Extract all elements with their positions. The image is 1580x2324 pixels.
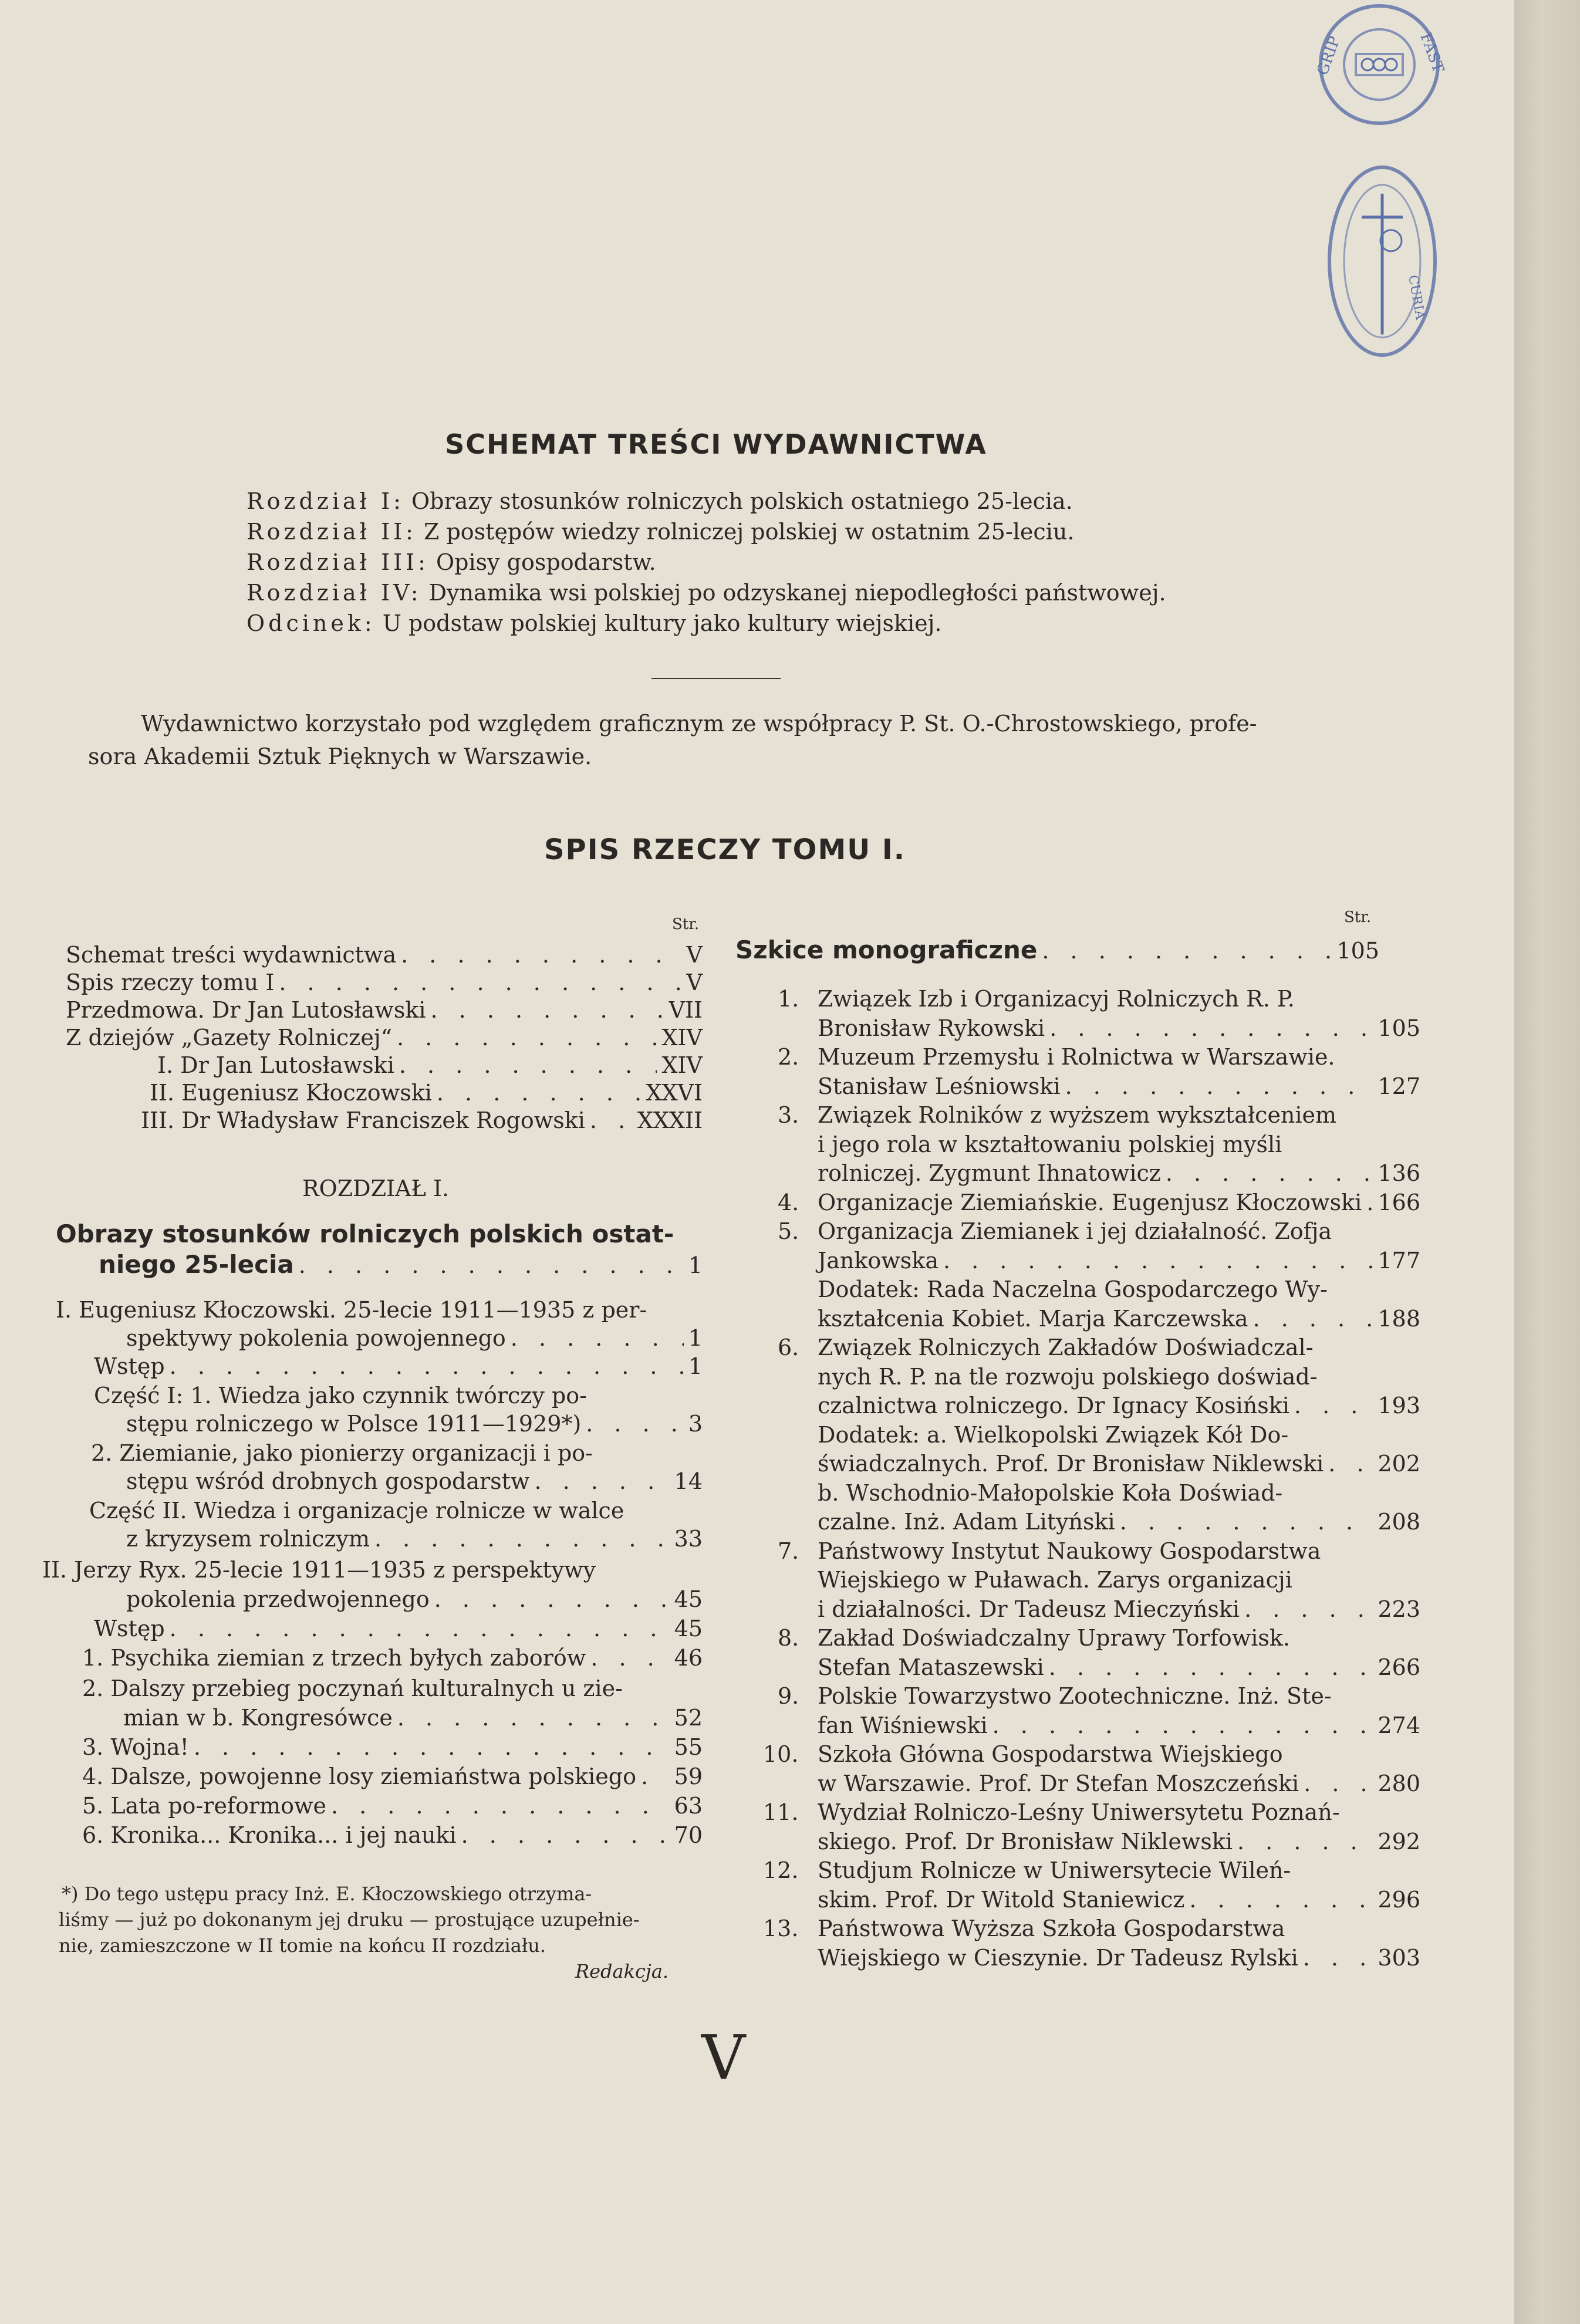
toc-entry: Stanisław Leśniowski . . . 127 xyxy=(818,1073,1420,1099)
svg-text:GRIP: GRIP xyxy=(1314,34,1344,78)
toc-line: I. Eugeniusz Kłoczowski. 25-lecie 1911—1935 z per- xyxy=(56,1297,647,1323)
page-edge xyxy=(1514,0,1580,2324)
toc-line: i jego rola w kształtowaniu polskiej myśli xyxy=(818,1131,1282,1157)
toc-entry: spektywy pokolenia powojennego . . . 1 xyxy=(126,1325,703,1351)
toc-entry: III. Dr Władysław Franciszek Rogowski . . . XXXII xyxy=(141,1107,703,1133)
toc-entry: Przedmowa. Dr Jan Lutosławski . . . VII xyxy=(66,997,703,1023)
list-item-number: 7. xyxy=(778,1538,799,1564)
toc-title: SPIS RZECZY TOMU I. xyxy=(543,833,906,866)
str-label-left: Str. xyxy=(672,916,700,933)
toc-line: Polskie Towarzystwo Zootechniczne. Inż. Ste- xyxy=(818,1683,1332,1709)
chapter-label: ROZDZIAŁ I. xyxy=(302,1175,450,1201)
scheme-row: Rozdział I: Obrazy stosunków rolniczych polskich ostatniego 25-lecia. xyxy=(247,488,1073,514)
toc-line: 2. Dalszy przebieg poczynań kulturalnych u zie- xyxy=(82,1676,623,1701)
list-item-number: 13. xyxy=(763,1916,799,1941)
toc-entry: fan Wiśniewski . . . 274 xyxy=(818,1712,1420,1738)
toc-line: Dodatek: a. Wielkopolski Związek Kół Do- xyxy=(818,1422,1289,1448)
list-item-number: 10. xyxy=(763,1741,799,1767)
toc-line: Wydział Rolniczo-Leśny Uniwersytetu Poznań- xyxy=(818,1799,1340,1825)
toc-line: Zakład Doświadczalny Uprawy Torfowisk. xyxy=(818,1625,1291,1651)
toc-entry: Wiejskiego w Cieszynie. Dr Tadeusz Rylski . . . 303 xyxy=(818,1945,1420,1971)
svg-text:CURIA: CURIA xyxy=(1405,273,1428,321)
page-number: V xyxy=(701,2022,746,2093)
toc-line: Związek Rolniczych Zakładów Doświadczal- xyxy=(818,1335,1314,1360)
toc-line: Organizacja Ziemianek i jej działalność. Zofja xyxy=(818,1218,1332,1244)
toc-line: Muzeum Przemysłu i Rolnictwa w Warszawie. xyxy=(818,1044,1335,1070)
library-stamp-oval xyxy=(1321,158,1444,370)
footnote: *) Do tego ustępu pracy Inż. E. Kłoczowskiego otrzyma- liśmy — już po dokonanym jej druku — prostujące uzupełnie- nie, zamieszczone w II tomie na końcu II rozdziału. Redakcja. xyxy=(59,1883,669,1982)
divider xyxy=(651,678,781,679)
toc-entry: Organizacje Ziemiańskie. Eugenjusz Kłoczowski . . . 166 xyxy=(818,1190,1420,1215)
toc-entry: w Warszawie. Prof. Dr Stefan Moszczeński . . . 280 xyxy=(818,1771,1420,1796)
toc-entry: skiego. Prof. Dr Bronisław Niklewski . . . 292 xyxy=(818,1829,1420,1855)
toc-line: Wiejskiego w Puławach. Zarys organizacji xyxy=(818,1567,1292,1593)
toc-entry: Jankowska . . . 177 xyxy=(818,1248,1420,1274)
toc-line: nych R. P. na tle rozwoju polskiego doświad- xyxy=(818,1364,1318,1390)
toc-entry: mian w b. Kongresówce . . . 52 xyxy=(123,1705,703,1731)
toc-entry: kształcenia Kobiet. Marja Karczewska . . . 188 xyxy=(818,1306,1420,1332)
toc-entry: skim. Prof. Dr Witold Staniewicz . . . 296 xyxy=(818,1887,1420,1913)
list-item-number: 2. xyxy=(778,1044,799,1070)
toc-entry: czalnictwa rolniczego. Dr Ignacy Kosiński . . . 193 xyxy=(818,1393,1420,1418)
toc-entry: 1. Psychika ziemian z trzech byłych zaborów . . . 46 xyxy=(82,1645,703,1671)
section-entry: Szkice monograficzne . . . 105 xyxy=(735,935,1379,964)
toc-entry: Wstęp . . . 45 xyxy=(94,1616,703,1641)
toc-entry: Bronisław Rykowski . . . 105 xyxy=(818,1015,1420,1041)
toc-entry: I. Dr Jan Lutosławski . . . XIV xyxy=(157,1052,703,1078)
toc-entry: Spis rzeczy tomu I . . . V xyxy=(66,970,703,995)
toc-entry: 3. Wojna! . . . 55 xyxy=(82,1734,703,1760)
toc-entry: 4. Dalsze, powojenne losy ziemiaństwa polskiego . . . 59 xyxy=(82,1764,703,1789)
toc-entry: Stefan Mataszewski . . . 266 xyxy=(818,1654,1420,1680)
list-item-number: 11. xyxy=(763,1799,799,1825)
toc-entry: Schemat treści wydawnictwa . . . V xyxy=(66,942,703,968)
toc-entry: rolniczej. Zygmunt Ihnatowicz . . . 136 xyxy=(818,1160,1420,1186)
graphic-credit-note: Wydawnictwo korzystało pod względem graficznym ze współpracy P. St. O.-Chrostowskiego, profe- sora Akademii Sztuk Pięknych w Warszawie. xyxy=(88,711,1257,769)
toc-line: II. Jerzy Ryx. 25-lecie 1911—1935 z perspektywy xyxy=(42,1557,596,1583)
list-item-number: 1. xyxy=(778,986,799,1012)
chapter-title-entry: niego 25-lecia . . . 1 xyxy=(99,1250,703,1279)
toc-entry: pokolenia przedwojennego . . . 45 xyxy=(126,1586,703,1612)
toc-line: Studjum Rolnicze w Uniwersytecie Wileń- xyxy=(818,1857,1291,1883)
list-item-number: 8. xyxy=(778,1625,799,1651)
toc-entry: II. Eugeniusz Kłoczowski . . . XXVI xyxy=(150,1080,703,1106)
scheme-row: Rozdział II: Z postępów wiedzy rolniczej polskiej w ostatnim 25-leciu. xyxy=(247,519,1075,545)
toc-line: Państwowa Wyższa Szkoła Gospodarstwa xyxy=(818,1916,1285,1941)
toc-line: b. Wschodnio-Małopolskie Koła Doświad- xyxy=(818,1480,1283,1506)
chapter-title: Obrazy stosunków rolniczych polskich ostat- xyxy=(56,1220,674,1248)
list-item-number: 6. xyxy=(778,1335,799,1360)
toc-entry: 5. Lata po-reformowe . . . 63 xyxy=(82,1793,703,1819)
list-item-number: 5. xyxy=(778,1218,799,1244)
list-item-number: 9. xyxy=(778,1683,799,1709)
toc-entry: Z dziejów „Gazety Rolniczej“ . . . XIV xyxy=(66,1025,703,1050)
scheme-row: Odcinek: U podstaw polskiej kultury jako kultury wiejskiej. xyxy=(247,610,942,636)
toc-line: 2. Ziemianie, jako pionierzy organizacji i po- xyxy=(91,1440,593,1466)
toc-entry: stępu rolniczego w Polsce 1911—1929*) . . . 3 xyxy=(126,1411,703,1437)
toc-line: Szkoła Główna Gospodarstwa Wiejskiego xyxy=(818,1741,1283,1767)
toc-entry: Wstęp . . . 1 xyxy=(94,1353,703,1379)
list-item-number: 12. xyxy=(763,1857,799,1883)
library-stamp-round xyxy=(1303,0,1456,129)
list-item-number: 4. xyxy=(778,1190,799,1215)
str-label-right: Str. xyxy=(1344,908,1372,926)
toc-line: Związek Rolników z wyższem wykształceniem xyxy=(818,1102,1337,1128)
list-item-number: 3. xyxy=(778,1102,799,1128)
scheme-row: Rozdział III: Opisy gospodarstw. xyxy=(247,549,656,575)
toc-line: Państwowy Instytut Naukowy Gospodarstwa xyxy=(818,1538,1321,1564)
toc-line: Część I: 1. Wiedza jako czynnik twórczy po- xyxy=(94,1383,587,1408)
svg-text:FAST: FAST xyxy=(1416,31,1447,75)
toc-entry: i działalności. Dr Tadeusz Mieczyński . . . 223 xyxy=(818,1596,1420,1622)
toc-line: Część II. Wiedza i organizacje rolnicze w walce xyxy=(89,1498,624,1524)
toc-entry: 6. Kronika... Kronika... i jej nauki . . . 70 xyxy=(82,1822,703,1848)
toc-entry: stępu wśród drobnych gospodarstw . . . 14 xyxy=(126,1468,703,1494)
toc-entry: czalne. Inż. Adam Lityński . . . 208 xyxy=(818,1509,1420,1535)
toc-line: Związek Izb i Organizacyj Rolniczych R. P. xyxy=(818,986,1295,1012)
scheme-title: SCHEMAT TREŚCI WYDAWNICTWA xyxy=(445,428,987,460)
toc-entry: świadczalnych. Prof. Dr Bronisław Niklewski . . . 202 xyxy=(818,1451,1420,1477)
toc-entry: z kryzysem rolniczym . . . 33 xyxy=(126,1526,703,1552)
toc-line: Dodatek: Rada Naczelna Gospodarczego Wy- xyxy=(818,1276,1328,1302)
scheme-row: Rozdział IV: Dynamika wsi polskiej po odzyskanej niepodległości państwowej. xyxy=(247,580,1166,606)
